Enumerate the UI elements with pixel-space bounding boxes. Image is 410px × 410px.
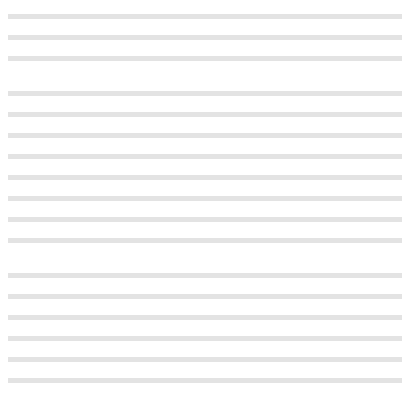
paragraph-1 bbox=[8, 6, 402, 69]
paragraph-2 bbox=[8, 83, 402, 251]
paragraph-3 bbox=[8, 265, 402, 391]
